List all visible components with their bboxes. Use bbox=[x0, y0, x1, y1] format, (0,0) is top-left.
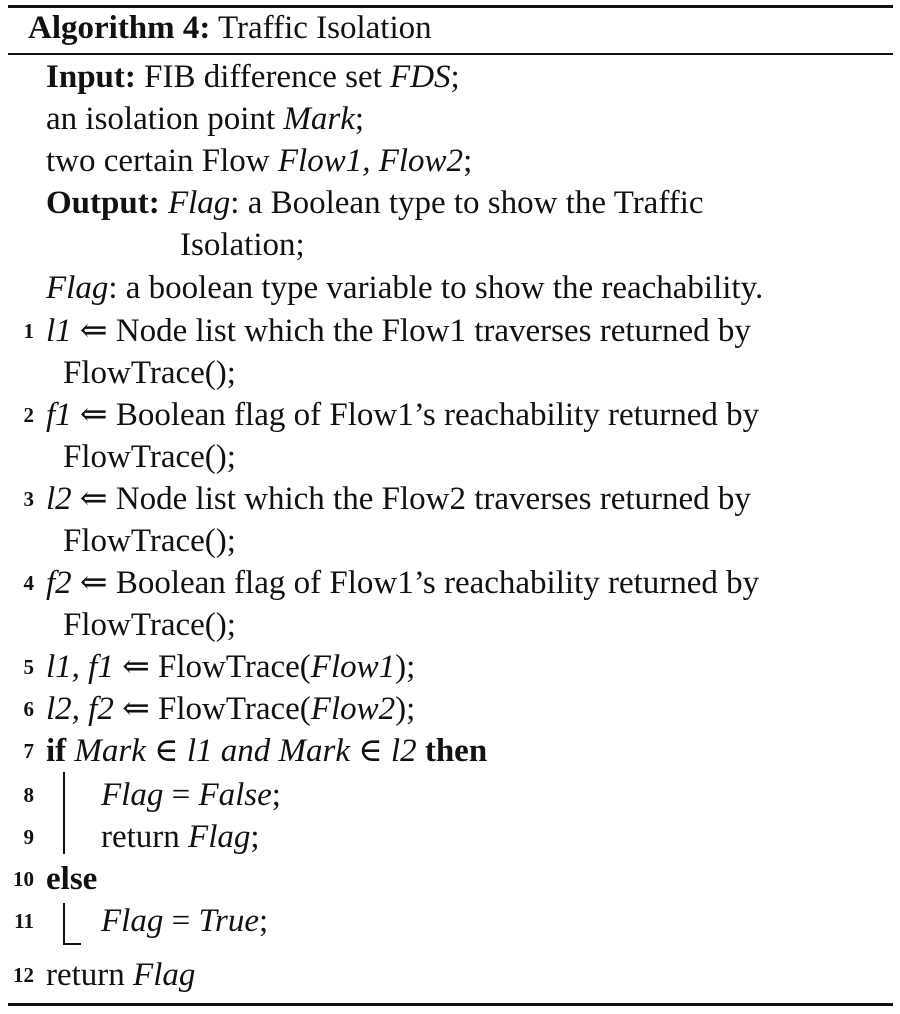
step-math: Flag bbox=[101, 903, 164, 939]
line-number: 1 bbox=[23, 319, 34, 343]
step-8 bbox=[101, 775, 281, 815]
line-number: 10 bbox=[13, 867, 34, 891]
line-number: 3 bbox=[23, 487, 34, 511]
step-math: l1 ⇐ bbox=[46, 313, 108, 349]
keyword-then: then bbox=[424, 733, 488, 769]
step-text: Node list which the Flow1 traverses returned by bbox=[107, 313, 751, 349]
flag-math: Flag bbox=[46, 270, 109, 306]
step-text: FlowTrace( bbox=[149, 649, 311, 685]
step-arg: Flow2 bbox=[310, 691, 396, 727]
value-false: False bbox=[198, 777, 272, 813]
line-number: 5 bbox=[23, 655, 34, 679]
step-text: return bbox=[46, 957, 134, 993]
input-text-1: FIB difference set bbox=[144, 59, 391, 95]
line-number: 2 bbox=[23, 403, 34, 427]
line-number: 9 bbox=[23, 825, 34, 849]
input-line-1 bbox=[46, 57, 460, 97]
else-block-bar bbox=[63, 903, 65, 945]
step-text: FlowTrace( bbox=[149, 691, 311, 727]
step-4-cont: FlowTrace(); bbox=[63, 607, 236, 643]
step-text: Boolean flag of Flow1’s reachability returned by bbox=[107, 397, 760, 433]
step-math: l2, f2 ⇐ bbox=[46, 691, 150, 727]
input-math-mark: Mark bbox=[283, 101, 355, 137]
algorithm-header bbox=[28, 8, 432, 48]
step-1 bbox=[46, 311, 751, 351]
value-true: True bbox=[198, 903, 259, 939]
output-line-3 bbox=[46, 268, 763, 308]
algorithm-title: Traffic Isolation bbox=[218, 10, 432, 46]
step-12 bbox=[46, 955, 195, 995]
step-text: Node list which the Flow2 traverses returned by bbox=[107, 481, 751, 517]
keyword-else: else bbox=[46, 861, 98, 897]
punct: ; bbox=[250, 819, 260, 855]
output-line-2: Isolation; bbox=[180, 227, 305, 263]
step-arg: Flow1 bbox=[310, 649, 396, 685]
step-4 bbox=[46, 563, 759, 603]
bottom-rule bbox=[8, 1003, 893, 1006]
output-line-1 bbox=[46, 183, 704, 223]
output-label: Output: bbox=[46, 185, 160, 221]
equals: = bbox=[163, 777, 199, 813]
step-9 bbox=[101, 817, 260, 857]
punct: ; bbox=[450, 59, 460, 95]
input-math-fds: FDS bbox=[390, 59, 451, 95]
punct: ); bbox=[395, 649, 416, 685]
step-math: f2 ⇐ bbox=[46, 565, 108, 601]
punct: ; bbox=[463, 143, 473, 179]
punct: ; bbox=[354, 101, 365, 137]
step-2-cont: FlowTrace(); bbox=[63, 439, 236, 475]
step-text: return bbox=[101, 819, 189, 855]
input-line-3 bbox=[46, 141, 472, 181]
input-line-2 bbox=[46, 99, 364, 139]
line-number: 7 bbox=[23, 739, 34, 763]
step-6 bbox=[46, 689, 415, 729]
step-math: Flag bbox=[188, 819, 251, 855]
line-number: 8 bbox=[23, 783, 34, 807]
input-math-flows: Flow1, Flow2 bbox=[277, 143, 464, 179]
punct: ); bbox=[395, 691, 416, 727]
equals: = bbox=[163, 903, 199, 939]
step-math: Flag bbox=[133, 957, 196, 993]
step-math: l2 ⇐ bbox=[46, 481, 108, 517]
step-math: l1, f1 ⇐ bbox=[46, 649, 150, 685]
input-text-3: two certain Flow bbox=[46, 143, 278, 179]
flag-text: : a boolean type variable to show the reachability. bbox=[108, 270, 764, 306]
step-math: Flag bbox=[101, 777, 164, 813]
line-number: 6 bbox=[23, 697, 34, 721]
else-block-foot bbox=[63, 943, 81, 945]
punct: ; bbox=[271, 777, 281, 813]
line-number: 12 bbox=[13, 963, 34, 987]
step-7 bbox=[46, 731, 487, 771]
punct: ; bbox=[258, 903, 269, 939]
step-5 bbox=[46, 647, 415, 687]
algorithm-label: Algorithm 4: bbox=[28, 10, 211, 46]
step-2 bbox=[46, 395, 759, 435]
output-math-flag: Flag bbox=[167, 185, 231, 221]
step-math: f1 ⇐ bbox=[46, 397, 108, 433]
if-condition: Mark ∈ l1 and Mark ∈ l2 bbox=[74, 733, 417, 769]
input-text-2: an isolation point bbox=[46, 101, 284, 137]
header-rule bbox=[8, 53, 893, 55]
line-number: 4 bbox=[23, 571, 34, 595]
step-3-cont: FlowTrace(); bbox=[63, 523, 236, 559]
line-number: 11 bbox=[14, 909, 34, 933]
if-block-bar bbox=[63, 772, 65, 854]
output-text: : a Boolean type to show the Traffic bbox=[230, 185, 704, 221]
step-text: Boolean flag of Flow1’s reachability returned by bbox=[107, 565, 760, 601]
input-label: Input: bbox=[46, 59, 136, 95]
step-3 bbox=[46, 479, 751, 519]
keyword-if: if bbox=[46, 733, 67, 769]
step-1-cont: FlowTrace(); bbox=[63, 355, 236, 391]
step-11 bbox=[101, 901, 268, 941]
